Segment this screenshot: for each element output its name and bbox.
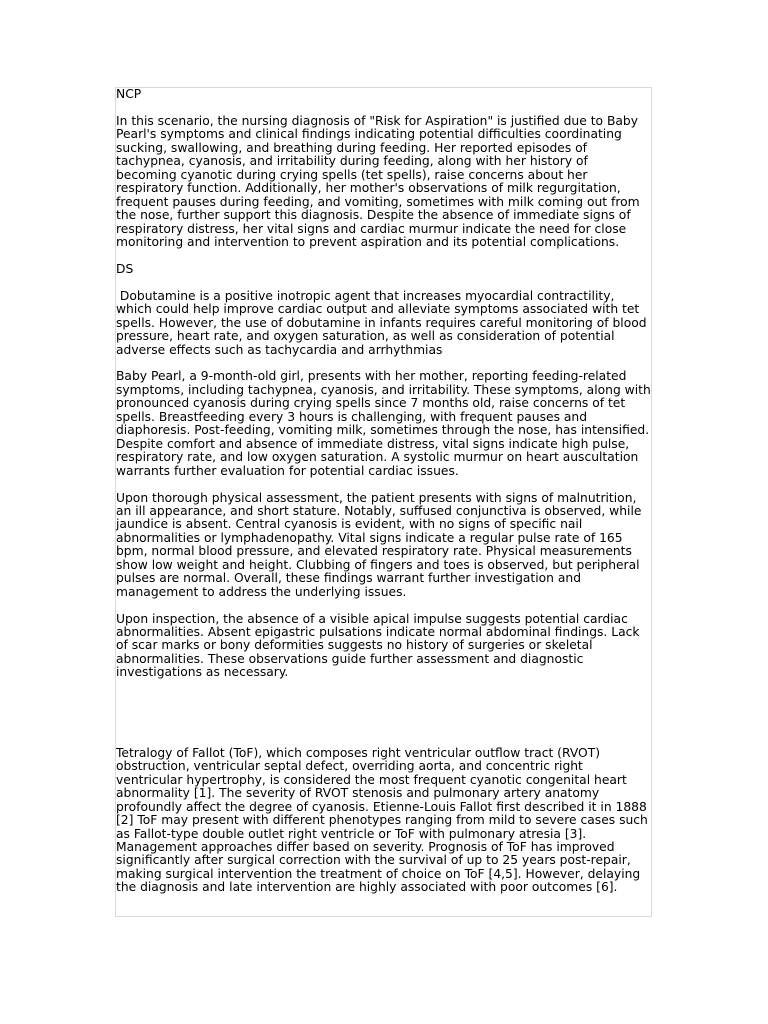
paragraph-assessment: Upon thorough physical assessment, the patient presents with signs of malnutrition, an ill appearance, and short stature. Notably, suffused conjunctiva is observed, while jaundice is absent. Central cyanosis is evident, with no signs of specific nail abnormalities or lymphadenopathy. Vital signs indicate a regular pulse rate of 165 bpm, normal blood pressure, and elevated respiratory rate. Physical measurements show low weight and height. Clubbing of fingers and toes is observed, but peripheral pulses are normal. Overall, these findings warrant further investigation and management to address the underlying issues.	[116, 490, 642, 599]
paragraph-ncp: In this scenario, the nursing diagnosis of "Risk for Aspiration" is justified due to Baby Pearl's symptoms and clinical findings indicating potential difficulties coordinating sucking, swallowing, and breathing during feeding. Her reported episodes of tachypnea, cyanosis, and irritability during feeding, along with her history of becoming cyanotic during crying spells (tet spells), raise concerns about her respiratory function. Additionally, her mother's observations of milk regurgitation, frequent pauses during feeding, and vomiting, sometimes with milk coming out from the nose, further support this diagnosis. Despite the absence of immediate signs of respiratory distress, her vital signs and cardiac murmur indicate the need for close monitoring and intervention to prevent aspiration and its potential complications.	[116, 113, 640, 249]
heading-ds: DS	[116, 261, 134, 276]
paragraph-case: Baby Pearl, a 9-month-old girl, presents with her mother, reporting feeding-related symptoms, including tachypnea, cyanosis, and irritability. These symptoms, along with pronounced cyanosis during crying spells since 7 months old, raise concerns of tet spells. Breastfeeding every 3 hours is challenging, with frequent pauses and diaphoresis. Post-feeding, vomiting milk, sometimes through the nose, has intensified. Despite comfort and absence of immediate distress, vital signs indicate high pulse, respiratory rate, and low oxygen saturation. A systolic murmur on heart auscultation warrants further evaluation for potential cardiac issues.	[116, 369, 651, 478]
document-body	[116, 88, 652, 895]
paragraph-inspection: Upon inspection, the absence of a visible apical impulse suggests potential cardiac abnormalities. Absent epigastric pulsations indicate normal abdominal findings. Lack of scar marks or bony deformities suggests no history of surgeries or skeletal abnormalities. These observations guide further assessment and diagnostic investigations as necessary.	[116, 611, 640, 680]
paragraph-tof: Tetralogy of Fallot (ToF), which composes right ventricular outflow tract (RVOT) obstruction, ventricular septal defect, overriding aorta, and concentric right ventricular hypertrophy, is considered the most frequent cyanotic congenital heart abnormality [1]. The severity of RVOT stenosis and pulmonary artery anatomy profoundly affect the degree of cyanosis. Etienne-Louis Fallot first described it in 1888 [2] ToF may present with different phenotypes ranging from mild to severe cases such as Fallot-type double outlet right ventricle or ToF with pulmonary atresia [3]. Management approaches differ based on severity. Prognosis of ToF has improved significantly after surgical correction with the survival of up to 25 years post-repair, making surgical intervention the treatment of choice on ToF [4,5]. However, delaying the diagnosis and late intervention are highly associated with poor outcomes [6].	[116, 745, 648, 895]
heading-ncp: NCP	[116, 87, 142, 101]
paragraph-ds: Dobutamine is a positive inotropic agent that increases myocardial contractility, which could help improve cardiac output and alleviate symptoms associated with tet spells. However, the use of dobutamine in infants requires careful monitoring of blood pressure, heart rate, and oxygen saturation, as well as consideration of potential adverse effects such as tachycardia and arrhythmias	[116, 288, 651, 357]
